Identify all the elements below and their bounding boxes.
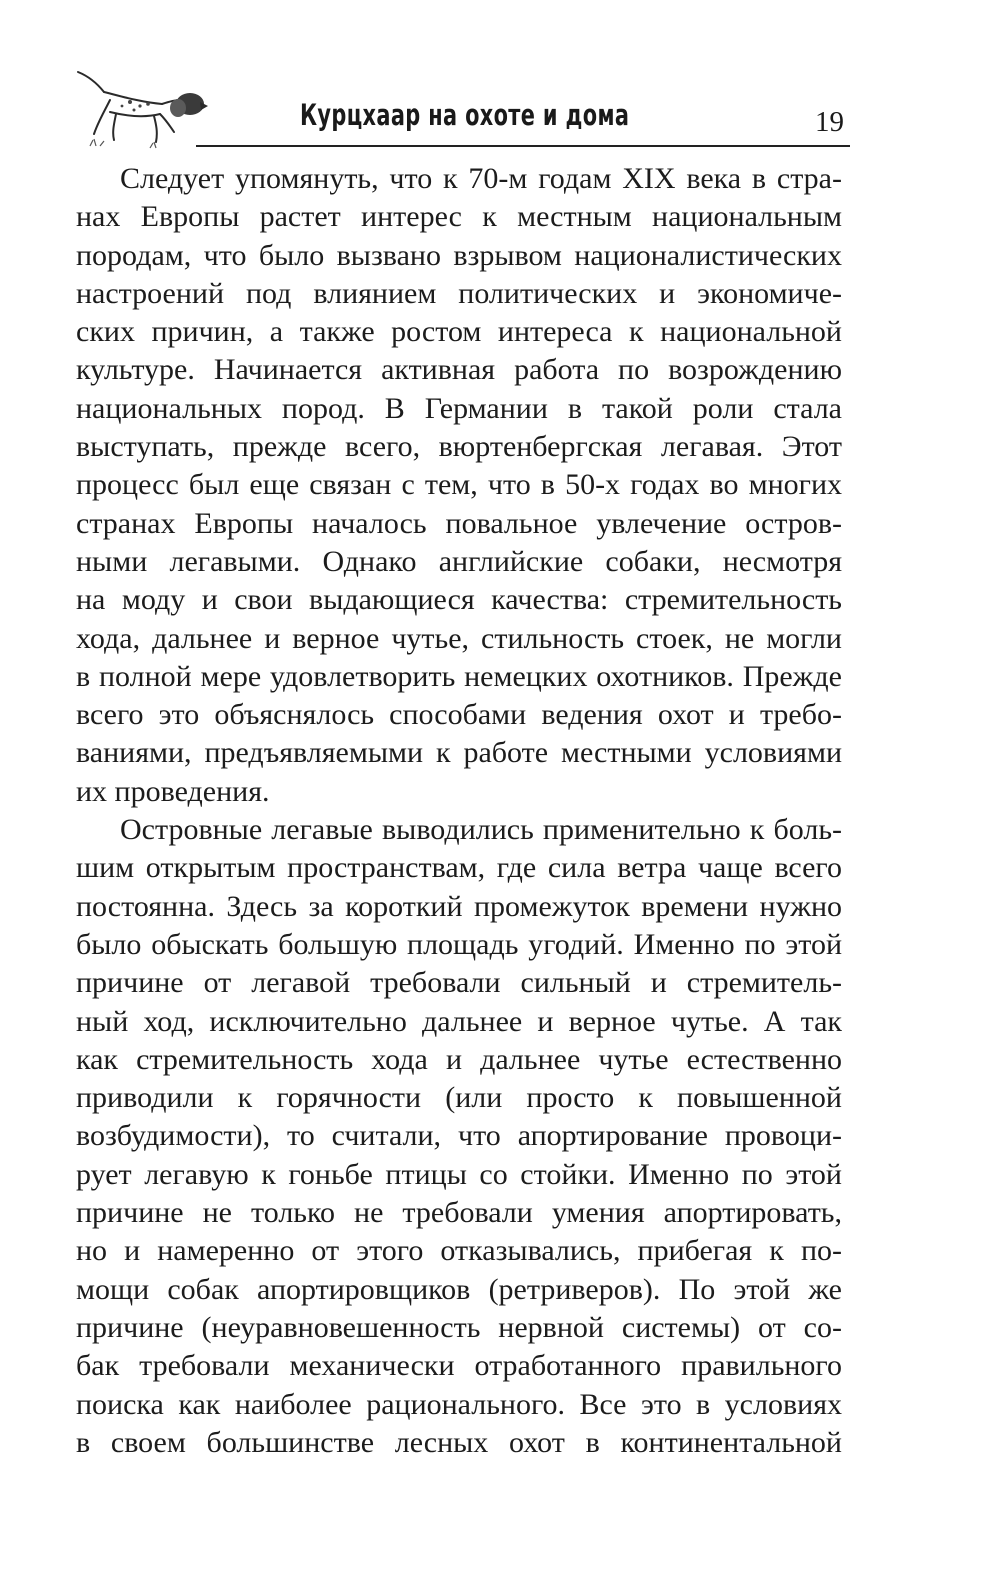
text-line: было обыскать большую площадь угодий. Именно по этой: [76, 927, 842, 961]
text-line: выступать, прежде всего, вюртенбергская легавая. Этот: [76, 430, 842, 464]
text-line: ный ход, исключительно дальнее и верное чутье. А так: [76, 1004, 842, 1038]
running-title: Курцхаар на охоте и дома: [300, 98, 630, 132]
text-line: рует легавую к гоньбе птицы со стойки. Именно по этой: [76, 1157, 842, 1191]
page-header: [70, 62, 860, 162]
text-line: их проведения.: [76, 774, 270, 808]
text-line: настроений под влиянием политических и экономиче-: [76, 276, 842, 310]
text-line: Островные легавые выводились применительно к боль-: [120, 813, 842, 847]
text-line: породам, что было вызвано взрывом националистических: [76, 238, 842, 272]
text-line: приводили к горячности (или просто к повышенной: [76, 1081, 842, 1115]
page-number: 19: [815, 106, 844, 138]
text-line: всего это объяснялось способами ведения охот и требо-: [76, 698, 842, 732]
text-line: шим открытым пространствам, где сила ветра чаще всего: [76, 851, 842, 885]
text-line: в своем большинстве лесных охот в континентальной: [76, 1425, 842, 1459]
text-line: хода, дальнее и верное чутье, стильность стоек, не могли: [76, 621, 842, 655]
header-rule: [196, 145, 850, 147]
text-line: национальных пород. В Германии в такой роли стала: [76, 391, 842, 425]
text-line: причине не только не требовали умения апортировать,: [76, 1196, 842, 1230]
text-line: Следует упомянуть, что к 70-м годам XIX века в стра-: [120, 162, 842, 195]
text-line: постоянна. Здесь за короткий промежуток времени нужно: [76, 889, 842, 923]
pointer-dog-icon: [70, 62, 210, 152]
text-line: процесс был еще связан с тем, что в 50-х годах во многих: [76, 468, 842, 502]
text-line: на моду и свои выдающиеся качества: стремительность: [76, 583, 842, 617]
text-line: но и намеренно от этого отказывались, прибегая к по-: [76, 1234, 842, 1268]
text-line: в полной мере удовлетворить немецких охотников. Прежде: [76, 659, 842, 693]
text-line: ными легавыми. Однако английские собаки, несмотря: [76, 544, 842, 578]
text-line: ваниями, предъявляемыми к работе местными условиями: [76, 736, 842, 770]
text-line: странах Европы началось повальное увлечение остров-: [76, 506, 842, 540]
text-line: как стремительность хода и дальнее чутье естественно: [76, 1042, 842, 1076]
text-line: мощи собак апортировщиков (ретриверов). По этой же: [76, 1272, 842, 1306]
text-line: ских причин, а также ростом интереса к национальной: [76, 315, 842, 349]
text-line: причине от легавой требовали сильный и стремитель-: [76, 966, 842, 1000]
text-line: бак требовали механически отработанного правильного: [76, 1349, 842, 1383]
text-line: культуре. Начинается активная работа по возрождению: [76, 353, 842, 387]
text-line: нах Европы растет интерес к местным национальным: [76, 200, 842, 234]
text-line: поиска как наиболее рационального. Все это в условиях: [76, 1387, 842, 1421]
text-line: возбудимости), то считали, что апортирование провоци-: [76, 1119, 842, 1153]
text-line: причине (неуравновешенность нервной системы) от со-: [76, 1310, 842, 1344]
body-text: [76, 160, 842, 1462]
